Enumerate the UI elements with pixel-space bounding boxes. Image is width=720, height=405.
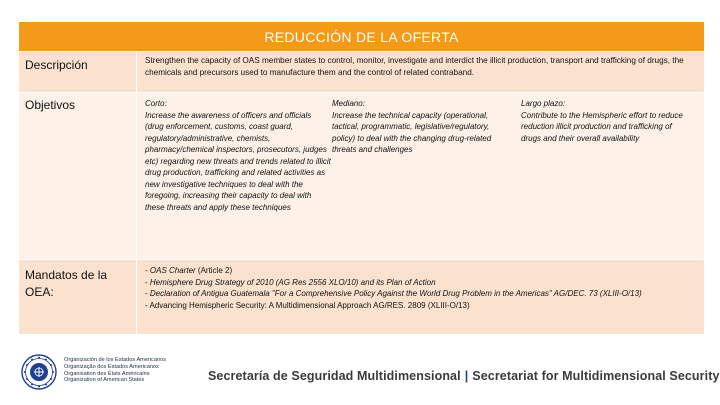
description-text: Strengthen the capacity of OAS member states to control, monitor, investigate and interdict the illicit production, transport and trafficking of drugs, the chemicals and precursors used to manufacture them and the control of related contraband. [145, 56, 684, 78]
description-row [19, 51, 704, 92]
org-name-en: Organization of American States [64, 377, 145, 384]
objective-short-term [145, 98, 331, 213]
objective-long-text: Contribute to the Hemispheric effort to reduce reduction illicit production and trafficking of drugs and their overall availability [521, 110, 683, 143]
description-label: Descripción [19, 51, 137, 92]
objectives-label: Objetivos [19, 92, 137, 259]
mandate-item: - Advancing Hemispheric Security: A Multidimensional Approach AG/RES. 2809 (XLIII-O/13) [145, 300, 470, 310]
objective-medium-text: Increase the technical capacity (operational, tactical, programmatic, legislative/regulatory, policy) to deal with the changing drug-related threats and challenges [332, 110, 492, 154]
mandates-label: Mandatos de la OEA: [19, 259, 137, 334]
table-title: REDUCCIÓN DE LA OFERTA [19, 22, 704, 51]
org-name-fr: Organisation des États Américains [64, 370, 150, 377]
mandates-list [145, 265, 696, 311]
org-name-pt: Organização dos Estados Americanos [64, 363, 159, 370]
secretariat-separator: | [464, 369, 469, 383]
secretariat-es: Secretaría de Seguridad Multidimensional [208, 369, 461, 383]
row-divider [19, 259, 704, 260]
objective-medium-term [332, 98, 510, 156]
objective-short-text: Increase the awareness of officers and officials (drug enforcement, customs, coast guard, regulatory/administrative, chemists, pharmacy/chemical inspectors, prosecutors, judges etc) regarding new threats and trends related to illicit drug production, trafficking and related activities as new investigative techniques to deal with the foregoing, increasing their capacity to deal with these threats and apply these techniques [145, 110, 331, 212]
mandate-item: - Hemisphere Drug Strategy of 2010 (AG Res 2556 XLO/10) and its Plan of Action [145, 277, 436, 287]
org-name-es: Organización de los Estados Americanos [64, 357, 166, 363]
row-divider [19, 51, 704, 52]
mandates-row [19, 259, 704, 334]
secretariat-banner [208, 369, 720, 383]
objective-long-heading: Largo plazo: [521, 99, 566, 108]
objectives-columns [19, 92, 704, 259]
mandate-item: - Declaration of Antigua Guatemala "For a Comprehensive Policy Against the World Drug Problem in the Americas" AG/DEC. 73 (XLIII-O/13) [145, 289, 642, 299]
secretariat-en: Secretariat for Multidimensional Security [472, 369, 720, 383]
organization-names [64, 357, 166, 384]
oas-seal-icon [21, 354, 57, 390]
objective-medium-heading: Mediano: [332, 99, 365, 108]
objective-short-heading: Corto: [145, 99, 167, 108]
mandate-item: - OAS Charter (Article 2) [145, 266, 233, 275]
row-divider [19, 92, 704, 93]
objective-long-term [521, 98, 693, 144]
